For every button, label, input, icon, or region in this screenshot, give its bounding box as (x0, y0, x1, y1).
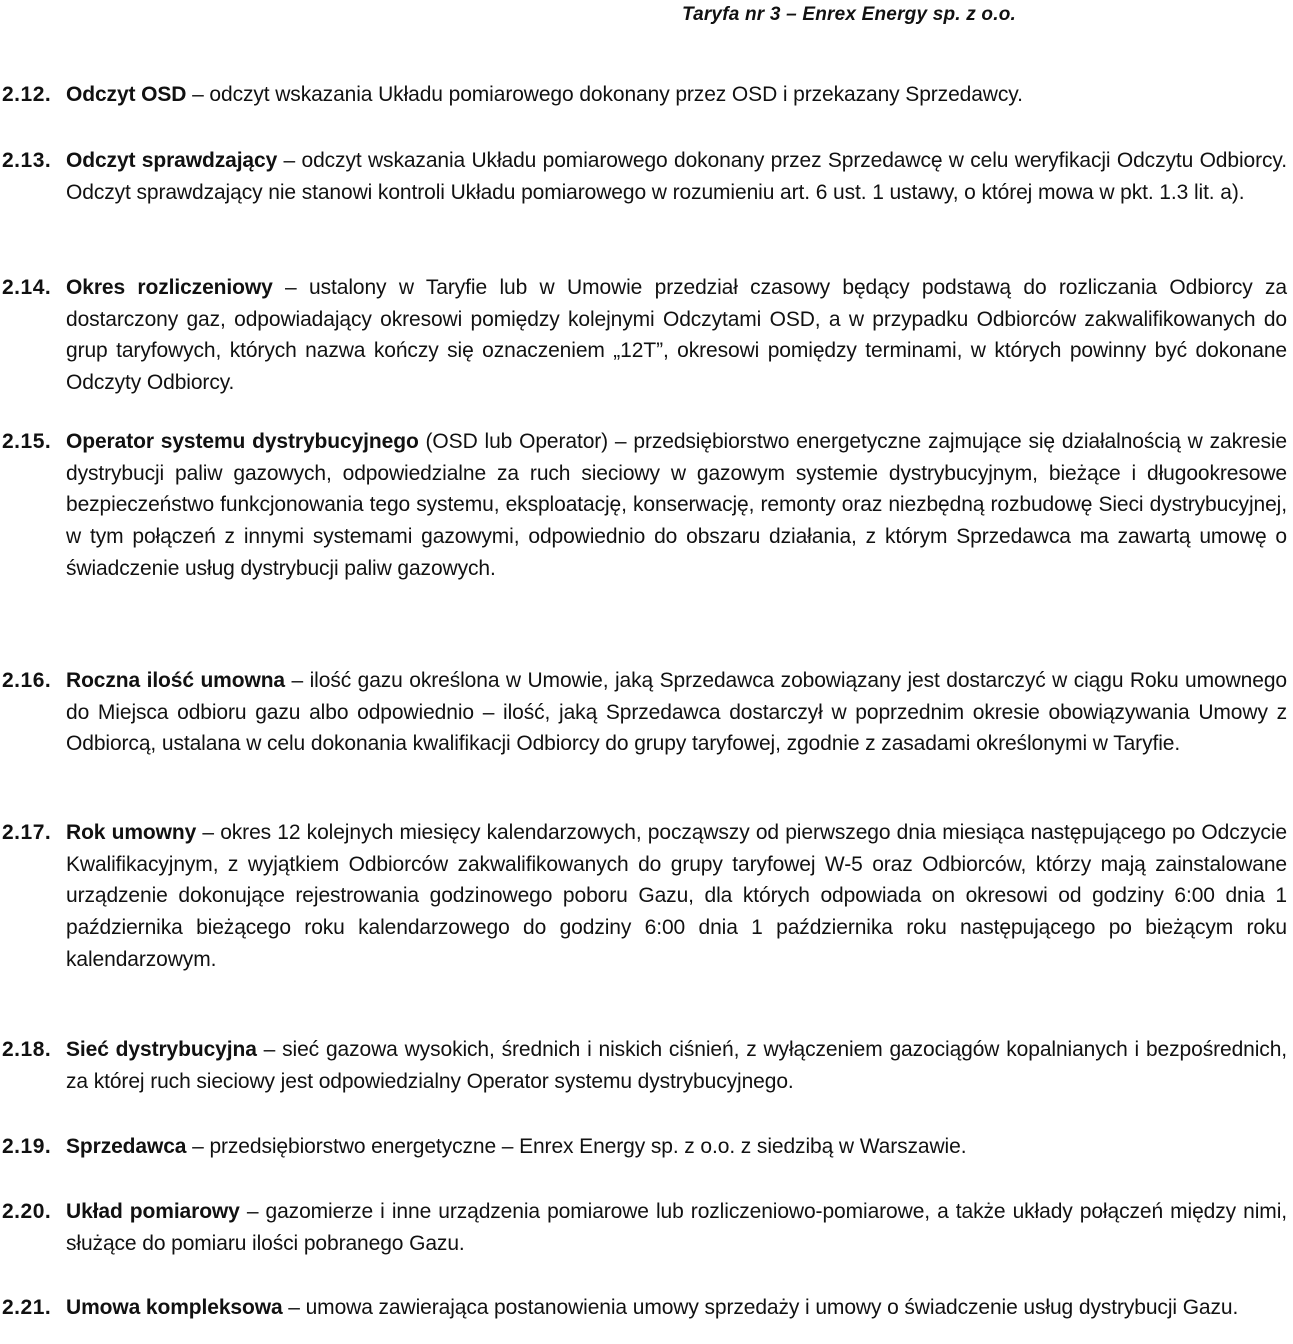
page-header: Taryfa nr 3 – Enrex Energy sp. z o.o. (681, 4, 1016, 25)
definition-number: 2.16. (2, 669, 52, 692)
definition-number: 2.14. (2, 276, 52, 299)
definition-number: 2.21. (2, 1296, 52, 1319)
definition-text: (OSD lub Operator) – przedsiębiorstwo energetyczne zajmujące się działalnością w zakresie dystrybucji paliw gazowych, odpowiedzialne za ruch sieciowy w gazowym systemie dystrybucyjnym, bieżące i długookresowe bezpieczeństwo funkcjonowania tego systemu, eksploatację, konserwację, remonty oraz niezbędną rozbudowę Sieci dystrybucyjnej, w tym połączeń z innymi systemami gazowymi, odpowiednio do obszaru działania, z którym Sprzedawca ma zawartą umowę o świadczenie usług dystrybucji paliw gazowych. (66, 430, 1288, 580)
definition-body (66, 272, 1287, 399)
definition-number: 2.19. (2, 1135, 52, 1158)
definition-number: 2.18. (2, 1038, 52, 1061)
definition-body (66, 1292, 1287, 1324)
definition-body (66, 1131, 1287, 1163)
definition-body (66, 665, 1287, 760)
definition-body (66, 1196, 1287, 1259)
definition-text: – ilość gazu określona w Umowie, jaką Sprzedawca zobowiązany jest dostarczyć w ciągu Roku umownego do Miejsca odbioru gazu albo odpowiednio – ilość, jaką Sprzedawca dostarczył w poprzednim okresie obowiązywania Umowy z Odbiorcą, ustalana w celu dokonania kwalifikacji Odbiorcy do grupy taryfowej, zgodnie z zasadami określonymi w Taryfie. (66, 669, 1287, 756)
definition-text: – sieć gazowa wysokich, średnich i niskich ciśnień, z wyłączeniem gazociągów kopalnianych i bezpośrednich, za której ruch sieciowy jest odpowiedzialny Operator systemu dystrybucyjnego. (66, 1038, 1288, 1093)
definition-term: Układ pomiarowy (66, 1200, 240, 1223)
definition-body (66, 426, 1287, 585)
definition-body (66, 145, 1287, 208)
definition-term: Odczyt sprawdzający (66, 149, 278, 172)
definition-number: 2.12. (2, 83, 52, 106)
definition-term: Roczna ilość umowna (66, 669, 286, 692)
definition-number: 2.20. (2, 1200, 52, 1223)
definition-term: Odczyt OSD (66, 83, 187, 106)
definition-text: – odczyt wskazania Układu pomiarowego dokonany przez Sprzedawcę w celu weryfikacji Odczytu Odbiorcy. Odczyt sprawdzający nie stanowi kontroli Układu pomiarowego w rozumieniu art. 6 ust. 1 ustawy, o której mowa w pkt. 1.3 lit. a). (66, 149, 1287, 204)
definition-number: 2.15. (2, 430, 52, 453)
definition-text: – umowa zawierająca postanowienia umowy sprzedaży i umowy o świadczenie usług dystrybucji Gazu. (282, 1296, 1239, 1319)
definition-number: 2.13. (2, 149, 52, 172)
definition-text: – odczyt wskazania Układu pomiarowego dokonany przez OSD i przekazany Sprzedawcy. (186, 83, 1023, 106)
definition-term: Okres rozliczeniowy (66, 276, 273, 299)
definition-body (66, 1034, 1287, 1097)
definition-text: – przedsiębiorstwo energetyczne – Enrex Energy sp. z o.o. z siedzibą w Warszawie. (186, 1135, 967, 1158)
definition-item (0, 79, 1293, 149)
definition-body (66, 817, 1287, 976)
definition-number: 2.17. (2, 821, 52, 844)
definition-term: Operator systemu dystrybucyjnego (66, 430, 419, 453)
definition-text: – ustalony w Taryfie lub w Umowie przedział czasowy będący podstawą do rozliczania Odbiorcy za dostarczony gaz, odpowiadający okresowi pomiędzy kolejnymi Odczytami OSD, a w przypadku Odbiorców zakwalifikowanych do grup taryfowych, których nazwa kończy się oznaczeniem „12T”, okresowi pomiędzy terminami, w których powinny być dokonane Odczyty Odbiorcy. (66, 276, 1287, 395)
definition-text: – okres 12 kolejnych miesięcy kalendarzowych, począwszy od pierwszego dnia miesiąca następującego po Odczycie Kwalifikacyjnym, z wyjątkiem Odbiorców zakwalifikowanych do grupy taryfowej W-5 oraz Odbiorców, którzy mają zainstalowane urządzenie dokonujące rejestrowania godzinowego poboru Gazu, dla których odpowiada on okresowi od godziny 6:00 dnia 1 października bieżącego roku kalendarzowego do godziny 6:00 dnia 1 października roku następującego po bieżącym roku kalendarzowym. (66, 821, 1287, 971)
definition-text: – gazomierze i inne urządzenia pomiarowe lub rozliczeniowo-pomiarowe, a także układy połączeń między nimi, służące do pomiaru ilości pobranego Gazu. (66, 1200, 1287, 1255)
definition-term: Sprzedawca (66, 1135, 187, 1158)
definition-term: Umowa kompleksowa (66, 1296, 283, 1319)
definition-body (66, 79, 1287, 111)
definition-term: Rok umowny (66, 821, 197, 844)
definition-term: Sieć dystrybucyjna (66, 1038, 257, 1061)
